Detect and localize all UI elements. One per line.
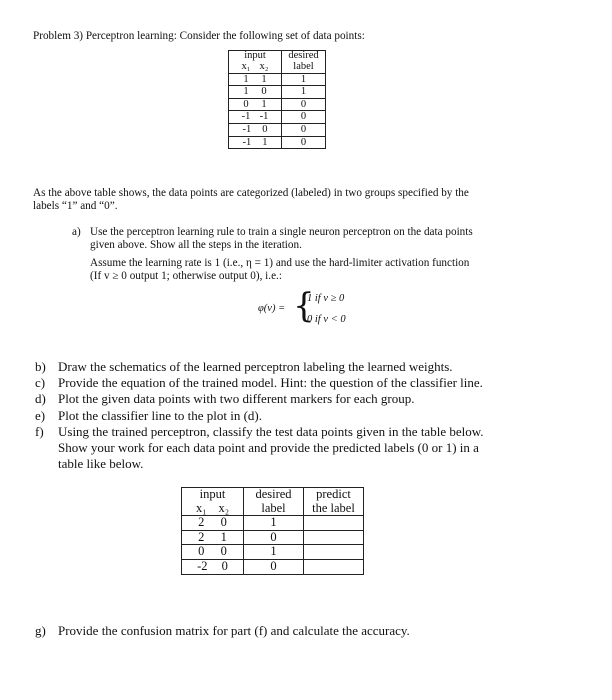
cell-predict (304, 516, 364, 531)
header-x1-x2 (182, 502, 244, 516)
header-input: input (182, 488, 244, 502)
cell-label: 0 (244, 559, 304, 574)
header-desired: desired (244, 488, 304, 502)
cell-label: 1 (282, 86, 326, 99)
cell-predict (304, 545, 364, 560)
table-row (229, 136, 326, 149)
part-g-text: Provide the confusion matrix for part (f) and calculate the accuracy. (58, 623, 410, 638)
part-a-line-1: Use the perceptron learning rule to train a single neuron perceptron on the data points (90, 226, 473, 238)
cell-x1: 0 (198, 544, 205, 559)
header-x1-x2 (229, 61, 282, 73)
cell-label: 1 (244, 516, 304, 531)
header-x2: x₂ (259, 61, 269, 72)
formula-brace: { (293, 286, 315, 326)
header-input: input (229, 51, 282, 62)
cell-label: 0 (282, 98, 326, 111)
intro-line-1: As the above table shows, the data points are categorized (labeled) in two groups specified by the (33, 187, 469, 199)
table-row (182, 559, 364, 574)
header-x1: x₁ (241, 61, 251, 72)
part-c-marker: c) (35, 375, 46, 390)
cell-x1: 2 (198, 515, 205, 530)
formula-case-1: 1 if v ≥ 0 (307, 293, 345, 304)
cell-x1: -1 (241, 111, 251, 123)
cell-x2: 1 (220, 529, 227, 544)
table-row (229, 123, 326, 136)
cell-label: 1 (282, 73, 326, 86)
cell-x2: -1 (259, 111, 269, 123)
header-predict: predict (304, 488, 364, 502)
part-a-line-4: (If v ≥ 0 output 1; otherwise output 0), i.e.: (90, 270, 282, 282)
header-x1: x₁ (195, 500, 207, 515)
cell-x1: 0 (243, 98, 249, 110)
part-f-text-2: Show your work for each data point and provide the predicted labels (0 or 1) in a (58, 440, 479, 455)
table-row (182, 530, 364, 545)
cell-label: 0 (282, 123, 326, 136)
table-row (229, 111, 326, 124)
formula-case-2: 0 if v < 0 (307, 314, 346, 325)
intro-line-2: labels “1” and “0”. (33, 200, 118, 212)
cell-x2: 1 (261, 73, 267, 85)
part-a-line-2: given above. Show all the steps in the iteration. (90, 239, 302, 251)
part-f-text-3: table like below. (58, 456, 144, 471)
part-d-text: Plot the given data points with two different markers for each group. (58, 391, 415, 406)
table-row (229, 73, 326, 86)
test-data-table (181, 487, 364, 575)
part-g-marker: g) (35, 623, 46, 638)
cell-label: 1 (244, 545, 304, 560)
header-x2: x₂ (218, 500, 230, 515)
part-b-text: Draw the schematics of the learned perceptron labeling the learned weights. (58, 359, 453, 374)
cell-x2: 0 (262, 123, 268, 135)
cell-label: 0 (282, 136, 326, 149)
header-the-label: the label (304, 502, 364, 516)
cell-x1: 1 (243, 73, 249, 85)
table-row (229, 86, 326, 99)
formula-lhs: φ(v) = (258, 303, 286, 314)
cell-x2: 0 (220, 515, 227, 530)
part-d-marker: d) (35, 391, 46, 406)
part-e-marker: e) (35, 408, 46, 423)
cell-x1: 2 (198, 529, 205, 544)
training-data-table (228, 50, 326, 149)
part-c-text: Provide the equation of the trained model. Hint: the question of the classifier line. (58, 375, 483, 390)
cell-predict (304, 559, 364, 574)
cell-x2: 0 (221, 558, 228, 573)
part-a-marker: a) (72, 226, 81, 238)
cell-predict (304, 530, 364, 545)
cell-x1: -1 (242, 136, 252, 148)
part-f-marker: f) (35, 424, 44, 439)
table-row (229, 98, 326, 111)
part-e-text: Plot the classifier line to the plot in (d). (58, 408, 262, 423)
cell-x2: 0 (220, 544, 227, 559)
part-b-marker: b) (35, 359, 46, 374)
header-label: label (244, 502, 304, 516)
cell-x1: -1 (242, 123, 252, 135)
problem-title: Problem 3) Perceptron learning: Consider the following set of data points: (33, 30, 365, 42)
cell-x1: -2 (197, 558, 208, 573)
cell-label: 0 (244, 530, 304, 545)
cell-x2: 0 (261, 86, 267, 98)
header-label: label (282, 61, 326, 73)
cell-x2: 1 (261, 98, 267, 110)
part-f-text-1: Using the trained perceptron, classify the test data points given in the table below. (58, 424, 484, 439)
cell-x2: 1 (262, 136, 268, 148)
cell-x1: 1 (243, 86, 249, 98)
cell-label: 0 (282, 111, 326, 124)
table-row (182, 545, 364, 560)
header-desired: desired (282, 51, 326, 62)
table-row (182, 516, 364, 531)
part-a-line-3: Assume the learning rate is 1 (i.e., η = 1) and use the hard-limiter activation function (90, 257, 470, 269)
